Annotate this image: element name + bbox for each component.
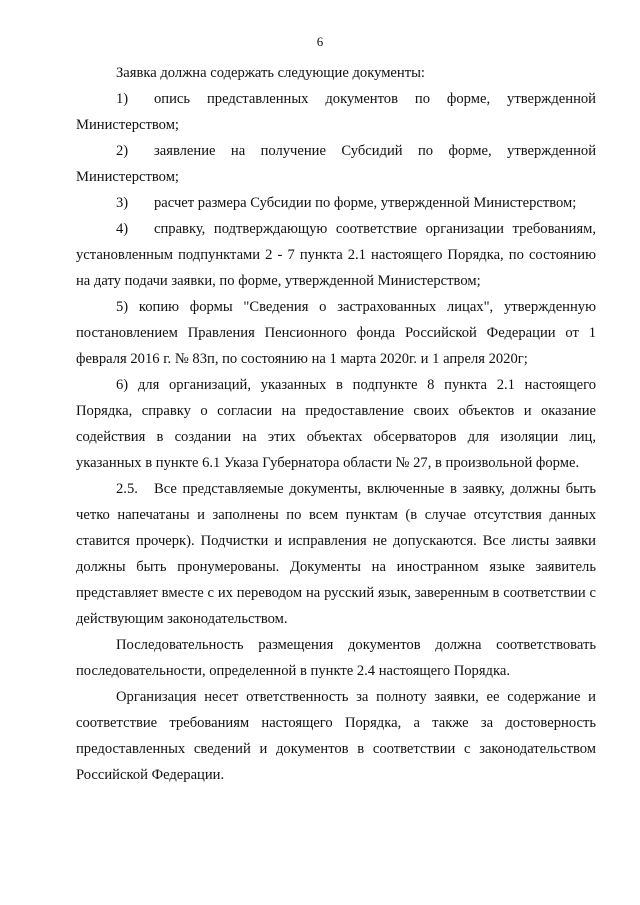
- list-item-number: 1): [116, 91, 129, 107]
- list-item-6: 6) для организаций, указанных в подпункте 8 пункта 2.1 настоящего Порядка, справку о согласии на предоставление своих объектов и оказание содействия в создании на этих объектах обсерваторов для изоляции лиц, указанных в пункте 6.1 Указа Губернатора области № 27, в произвольной форме.: [76, 377, 596, 471]
- list-item-4: [76, 216, 596, 294]
- sequence-paragraph: Последовательность размещения документов должна соответствовать последовательности, определенной в пункте 2.4 настоящего Порядка.: [76, 637, 596, 679]
- section-number: 2.5.: [116, 481, 138, 497]
- document-body: [76, 60, 596, 788]
- list-item-text: справку, подтверждающую соответствие организации требованиям, установленным подпунктами 2 - 7 пункта 2.1 настоящего Порядка, по состоянию на дату подачи заявки, по форме, утвержденной Министерством;: [76, 221, 596, 289]
- list-item-text: заявление на получение Субсидий по форме, утвержденной Министерством;: [76, 143, 596, 185]
- list-item-number: 2): [116, 143, 129, 159]
- list-item-3: [76, 190, 596, 216]
- responsibility-paragraph: Организация несет ответственность за полноту заявки, ее содержание и соответствие требованиям настоящего Порядка, а также за достоверность предоставленных сведений и документов в соответствии с законодательством Российской Федерации.: [76, 689, 596, 783]
- section-text: Все представляемые документы, включенные в заявку, должны быть четко напечатаны и заполнены по всем пунктам (в случае отсутствия данных ставится прочерк). Подчистки и исправления не допускаются. Все листы заявки должны быть пронумерованы. Документы на иностранном языке заявитель представляет вместе с их переводом на русский язык, заверенным в соответствии с действующим законодательством.: [76, 481, 596, 627]
- intro-paragraph: Заявка должна содержать следующие документы:: [116, 65, 425, 81]
- list-item-5: 5) копию формы "Сведения о застрахованных лицах", утвержденную постановлением Правления Пенсионного фонда Российской Федерации от 1 февраля 2016 г. № 83п, по состоянию на 1 марта 2020г. и 1 апреля 2020г;: [76, 299, 596, 367]
- list-item-number: 3): [116, 195, 129, 211]
- page-number: 6: [316, 34, 324, 49]
- list-item-number: 4): [116, 221, 129, 237]
- section-2-5: [76, 476, 596, 632]
- list-item-text: опись представленных документов по форме, утвержденной Министерством;: [76, 91, 596, 133]
- list-item-1: [76, 86, 596, 138]
- list-item-2: [76, 138, 596, 190]
- list-item-text: расчет размера Субсидии по форме, утвержденной Министерством;: [154, 195, 577, 211]
